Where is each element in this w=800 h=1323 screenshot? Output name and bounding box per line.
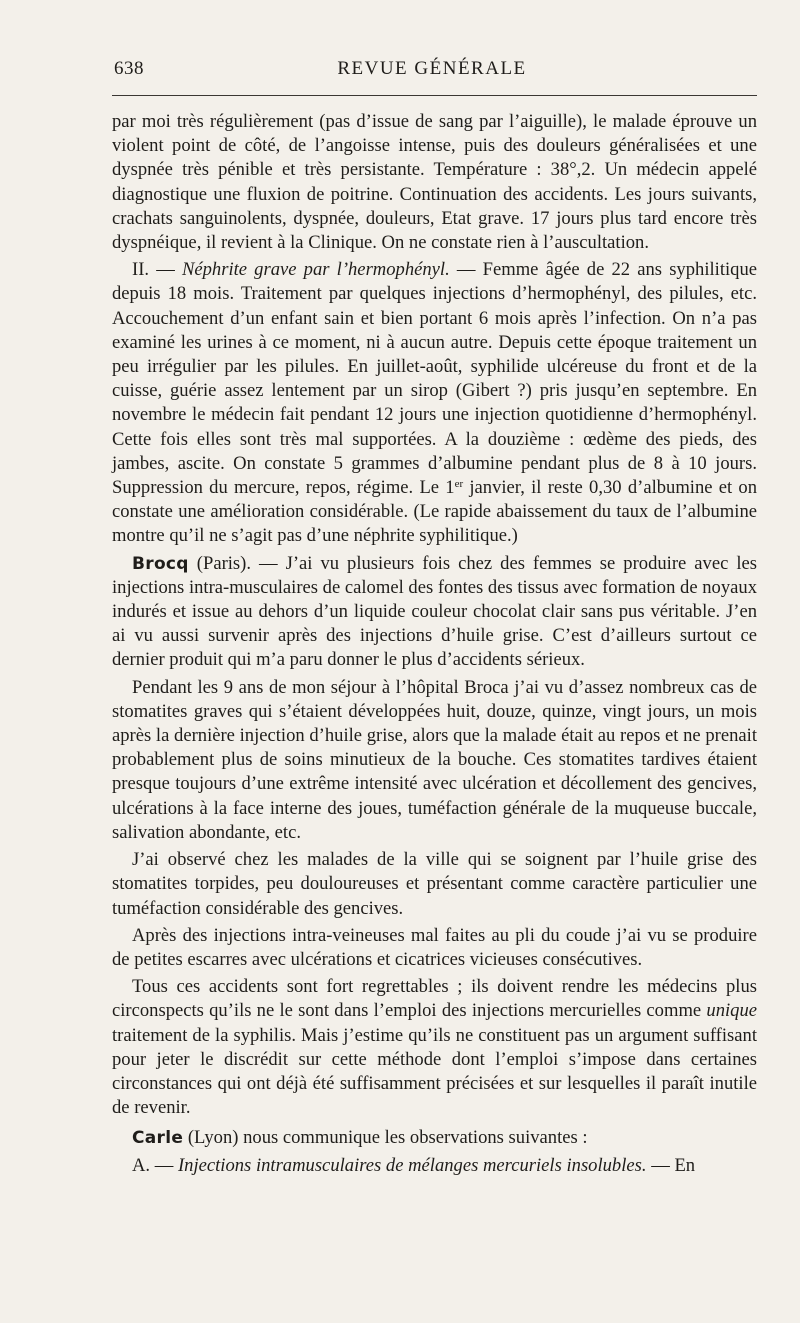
header-rule xyxy=(112,95,757,96)
superscript: er xyxy=(454,478,464,491)
paragraph-case-ii xyxy=(112,258,757,548)
paragraph xyxy=(112,924,757,972)
paragraph-text: Après des injections intra-veineuses mal faites au pli du coude j’ai vu se produire de petites escarres avec ulcérations et cicatrices vicieuses consécutives. xyxy=(112,924,757,970)
speaker-name: Brocq xyxy=(132,553,189,574)
paragraph-text: (Lyon) nous communique les observations suivantes : xyxy=(183,1127,588,1149)
paragraph-text: (Paris). — J’ai vu plusieurs fois chez des femmes se produire avec les injections intra-musculaires de calomel des fontes des tissus avec formation de noyaux indurés et issue au dehors d’un liquide couleur chocolat clair sans pus véritable. J’en ai vu aussi survenir après des injections d’huile grise. C’est d’ailleurs surtout ce dernier produit qui m’a paru donner le plus d’accidents sérieux. xyxy=(112,552,757,671)
case-heading: Néphrite grave par l’hermophényl. xyxy=(181,259,450,281)
paragraph-case-a xyxy=(112,1154,757,1178)
paragraph xyxy=(112,676,757,845)
paragraph-carle xyxy=(112,1126,757,1150)
body-text xyxy=(112,110,757,1181)
running-title: REVUE GÉNÉRALE xyxy=(337,58,527,79)
paragraph-text: janvier, il reste 0,30 d’albumine et on constate une amélioration considérable. (Le rapide abaissement du taux de l’albumine montre qu’il ne s’agit pas d’une néphrite syphilitique.) xyxy=(112,477,757,547)
page-header xyxy=(112,58,752,84)
paragraph-text: Tous ces accidents sont fort regrettables ; ils doivent rendre les médecins plus circonspects qu’ils ne le sont dans l’emploi des injections mercurielles comme xyxy=(112,976,757,1022)
paragraph-continued xyxy=(112,110,757,255)
case-letter: A. — xyxy=(132,1154,178,1176)
paragraph-brocq xyxy=(112,552,757,673)
page-number: 638 xyxy=(114,58,144,79)
paragraph xyxy=(112,848,757,921)
paragraph-text: — En xyxy=(646,1154,696,1176)
paragraph xyxy=(112,975,757,1120)
emphasis: unique xyxy=(706,1000,757,1022)
paragraph-text: par moi très régulièrement (pas d’issue de sang par l’aiguille), le malade éprouve un violent point de côté, de l’angoisse intense, puis des douleurs généralisées et une dyspnée très pénible et très persistante. Température : 38°,2. Un médecin appelé diagnostique une fluxion de poitrine. Continuation des accidents. Les jours suivants, crachats sanguinolents, dyspnée, douleurs, Etat grave. 17 jours plus tard encore très dyspnéique, il revient à la Clinique. On ne constate rien à l’auscultation. xyxy=(112,111,757,254)
speaker-name: Carle xyxy=(132,1128,184,1149)
paragraph-text: Pendant les 9 ans de mon séjour à l’hôpital Broca j’ai vu d’assez nombreux cas de stomatites graves qui s’étaient développées huit, douze, quinze, vingt jours, un mois après la dernière injection d’huile grise, alors que la malade était au repos et ne prenait probablement plus de soins minutieux de la bouche. Ces stomatites tardives étaient presque toujours d’une extrême intensité avec ulcération et décollement des gencives, ulcérations à la face interne des joues, tuméfaction générale de la muqueuse buccale, salivation abondante, etc. xyxy=(112,676,757,843)
paragraph-text: J’ai observé chez les malades de la ville qui se soignent par l’huile grise des stomatites torpides, peu douloureuses et présentant comme caractère particulier une tuméfaction considérable des gencives. xyxy=(112,849,757,919)
case-heading: Injections intramusculaires de mélanges mercuriels insolubles. xyxy=(177,1154,647,1176)
paragraph-text: — Femme âgée de 22 ans syphilitique depuis 18 mois. Traitement par quelques injections d’hermophényl, des pilules, etc. Accouchement d’un enfant sain et bien portant 6 mois après l’infection. On n’a pas examiné les urines à ce moment, ni à aucun autre. Depuis cette époque traitement un peu irrégulier par les pilules. En juillet-août, syphilide ulcéreuse du front et de la cuisse, guérie assez lentement par un sirop (Gibert ?) pris jusqu’en septembre. En novembre le médecin fait pendant 12 jours une injection quotidienne d’hermophényl. Cette fois elles sont très mal supportées. A la douzième : œdème des pieds, des jambes, ascite. On constate 5 grammes d’albumine pendant plus de 8 à 10 jours. Suppression du mercure, repos, régime. Le 1 xyxy=(112,259,757,499)
case-number: II. — xyxy=(132,259,182,281)
paragraph-text: traitement de la syphilis. Mais j’estime qu’ils ne constituent pas un argument suffisant pour jeter le discrédit sur cette méthode dont l’emploi s’impose dans certaines circonstances qui ont déjà été suffisamment précisées et sur lesquelles il paraît inutile de revenir. xyxy=(112,1024,757,1119)
